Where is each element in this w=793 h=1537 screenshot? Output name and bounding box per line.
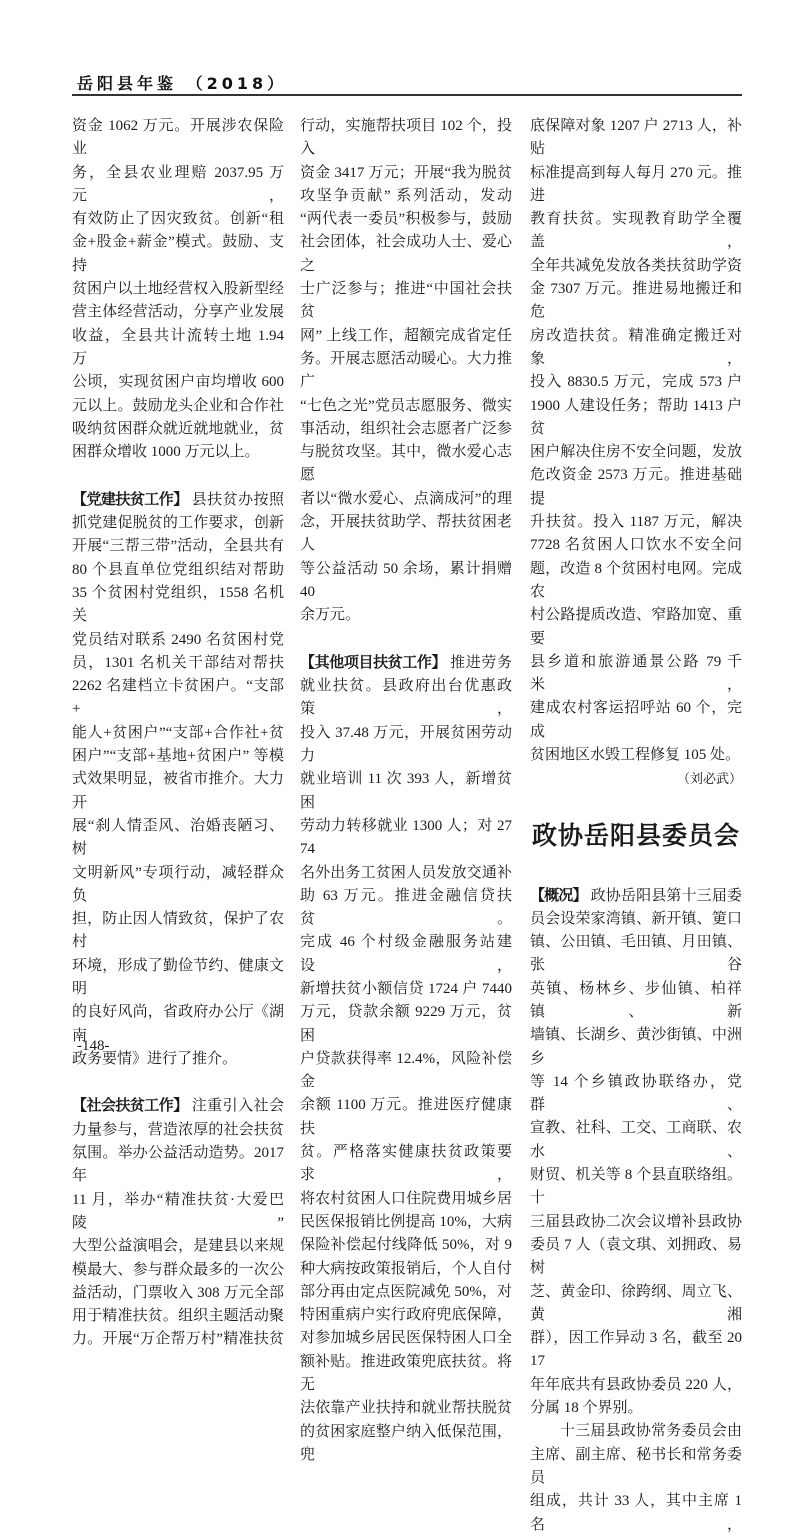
- text-line: [530, 278, 742, 325]
- text-line: [530, 511, 742, 534]
- text-line: [300, 1397, 512, 1420]
- paragraph-heading: 【其他项目扶贫工作】: [300, 652, 447, 671]
- line-text: 困户解决住房不安全问题，发放: [530, 444, 742, 461]
- text-line: [72, 1259, 284, 1282]
- line-text: 力量参与，营造浓厚的社会扶贫: [72, 1121, 284, 1138]
- text-line: [530, 255, 742, 278]
- line-text: 者以“微水爱心、点滴成河”的理: [300, 490, 512, 507]
- column-3: [530, 115, 742, 1537]
- column-1: [72, 115, 284, 1352]
- text-line: [72, 1282, 284, 1305]
- line-text: 金+股金+薪金”模式。鼓励、支持: [72, 234, 284, 274]
- line-text: 村公路提质改造、窄路加宽、重要: [530, 607, 742, 647]
- text-line: [530, 978, 742, 1025]
- text-line: [72, 1189, 284, 1236]
- text-line: [300, 1281, 512, 1304]
- line-text: 户贷款获得率 12.4%，风险补偿金: [300, 1050, 512, 1091]
- line-text: 力。开展“万企帮万村”精准扶贫: [72, 1331, 284, 1348]
- paragraph-heading: 【党建扶贫工作】: [72, 489, 188, 508]
- line-text: 保险补偿起付线降低 50%，对 9: [300, 1237, 512, 1254]
- text-line: [72, 1119, 284, 1142]
- text-line: [72, 582, 284, 629]
- line-text: 新增扶贫小额信贷 1724 户 7440: [300, 980, 512, 997]
- text-line: [300, 115, 512, 162]
- line-text: 党员结对联系 2490 名贫困村党: [72, 631, 284, 648]
- text-line: [72, 955, 284, 1002]
- line-text: 十三届县政协常务委员会由: [560, 1423, 742, 1440]
- text-line: [300, 488, 512, 511]
- text-line: [530, 1327, 742, 1374]
- text-line: [72, 231, 284, 278]
- text-line: [72, 371, 284, 394]
- line-text: 危改资金 2573 万元。推进基础提: [530, 467, 742, 507]
- line-text: 对参加城乡居民医保特困人口全: [300, 1330, 512, 1347]
- text-line: [72, 418, 284, 441]
- paragraph-gap: [300, 628, 512, 651]
- text-line: [72, 512, 284, 535]
- text-line: [300, 1141, 512, 1188]
- paragraph-heading: 【概况】: [530, 885, 587, 904]
- line-text: 名外出务工贫困人员发放交通补: [300, 864, 512, 881]
- line-text: 县乡道和旅游通景公路 79 千米，: [530, 653, 742, 694]
- text-line: [530, 534, 742, 557]
- line-text: 助 63 万元。推进金融信贷扶贫。: [300, 887, 512, 928]
- line-text: 资金 1062 万元。开展涉农保险业: [72, 118, 284, 158]
- running-head-title: 岳阳县年鉴 （2018）: [77, 74, 288, 93]
- line-text: 镇、公田镇、毛田镇、月田镇、张谷: [530, 934, 742, 974]
- line-text: 余万元。: [300, 607, 361, 624]
- text-line: [72, 722, 284, 745]
- line-text: 1900 人建设任务；帮助 1413 户贫: [530, 397, 742, 437]
- line-text: 墙镇、长湖乡、黄沙街镇、中洲乡: [530, 1027, 742, 1067]
- text-line: [530, 1024, 742, 1071]
- line-text: 全年共减免发放各类扶贫助学资: [530, 257, 742, 274]
- text-line: [300, 931, 512, 978]
- line-text: 贫困户以土地经营权入股新型经: [72, 281, 284, 298]
- page-number: -148-: [77, 1038, 110, 1054]
- line-text: 额补贴。推进政策兜底扶贫。将无: [300, 1353, 512, 1394]
- line-text: “七色之光”党员志愿服务、微实: [300, 397, 512, 414]
- paragraph-gap: [72, 1071, 284, 1094]
- line-text: 万元，贷款余额 9229 万元，贫困: [300, 1004, 512, 1044]
- line-text: 建成农村客运招呼站 60 个，完成: [530, 700, 742, 740]
- line-text: 房改造扶贫。精准确定搬迁对象，: [530, 327, 742, 367]
- text-line: [530, 1490, 742, 1537]
- text-line: [300, 185, 512, 208]
- line-text: 注重引入社会: [191, 1098, 284, 1115]
- text-line: [300, 862, 512, 885]
- text-line: [300, 722, 512, 769]
- line-text: 公顷，实现贫困户亩均增收 600: [72, 374, 284, 391]
- line-text: 题，改造 8 个贫困村电网。完成农: [530, 560, 742, 600]
- text-line: [300, 604, 512, 627]
- text-line: [72, 908, 284, 955]
- text-line: [72, 1305, 284, 1328]
- text-line: [530, 1234, 742, 1281]
- text-line: [300, 1421, 512, 1468]
- text-line: [300, 815, 512, 862]
- text-line: [530, 1420, 742, 1443]
- line-text: 法依靠产业扶持和就业帮扶脱贫: [300, 1400, 512, 1417]
- line-text: 式效果明显，被省市推介。大力开: [72, 771, 284, 811]
- line-text: 攻坚争贡献” 系列活动，发动: [300, 187, 512, 204]
- line-text: 特困重病户实行政府兜底保障，: [300, 1307, 512, 1324]
- line-text: 与脱贫攻坚。其中，微水爱心志愿: [300, 444, 512, 484]
- text-line: [300, 1234, 512, 1257]
- text-line: [72, 1094, 284, 1118]
- line-text: 事活动，组织社会志愿者广泛参: [300, 420, 512, 437]
- line-text: 标准提高到每人每月 270 元。推进: [530, 164, 742, 204]
- text-line: [72, 768, 284, 815]
- line-text: 将农村贫困人口住院费用城乡居: [300, 1190, 512, 1207]
- text-line: [530, 604, 742, 651]
- text-line: [72, 1328, 284, 1351]
- line-text: 底保障对象 1207 户 2713 人，补贴: [530, 118, 742, 158]
- text-line: [530, 208, 742, 255]
- paragraph-gap: [72, 464, 284, 487]
- text-line: [300, 325, 512, 348]
- text-line: [530, 1281, 742, 1328]
- text-line: [300, 511, 512, 558]
- text-line: [530, 884, 742, 908]
- text-line: [300, 395, 512, 418]
- paragraph-heading: 【社会扶贫工作】: [72, 1096, 188, 1115]
- text-line: [530, 464, 742, 511]
- column-2: [300, 115, 512, 1467]
- text-line: [530, 1374, 742, 1397]
- line-text: 英镇、杨林乡、步仙镇、柏祥镇、新: [530, 980, 742, 1020]
- text-line: [300, 1351, 512, 1398]
- line-text: 吸纳贫困群众就近就地就业，贫: [72, 420, 284, 437]
- line-text: 的良好风尚，省政府办公厅《湖南: [72, 1004, 284, 1044]
- line-text: 年年底共有县政协委员 220 人，: [530, 1376, 742, 1393]
- line-text: 元以上。鼓励龙头企业和合作社: [72, 397, 284, 414]
- text-line: [530, 1117, 742, 1164]
- text-line: [300, 1258, 512, 1281]
- text-line: [530, 1071, 742, 1118]
- line-text: 就业扶贫。县政府出台优惠政策，: [300, 678, 512, 718]
- text-line: [530, 371, 742, 394]
- text-line: [300, 278, 512, 325]
- line-text: 民医保报销比例提高 10%，大病: [300, 1213, 512, 1230]
- line-text: 大型公益演唱会，是建县以来规: [72, 1238, 284, 1255]
- text-line: [72, 535, 284, 558]
- line-text: 营主体经营活动，分享产业发展: [72, 304, 284, 321]
- line-text: 投入 37.48 万元，开展贫困劳动力: [300, 724, 512, 765]
- line-text: 困户”“支部+基地+贫困户” 等模: [72, 748, 284, 765]
- line-text: 的贫困家庭整户纳入低保范围，兜: [300, 1423, 512, 1463]
- line-text: 政务要情》进行了推介。: [72, 1050, 238, 1067]
- text-line: [300, 768, 512, 815]
- text-line: [530, 1211, 742, 1234]
- line-text: 群），因工作异动 3 名，截至 2017: [530, 1330, 742, 1370]
- line-text: 三届县政协二次会议增补县政协: [530, 1213, 742, 1230]
- line-text: 用于精准扶贫。组织主题活动聚: [72, 1308, 284, 1325]
- text-line: [72, 559, 284, 582]
- line-text: 升扶贫。投入 1187 万元，解决: [530, 514, 742, 531]
- text-line: [72, 675, 284, 722]
- line-text: 11 月，举办“精准扶贫·大爱巴陵”: [72, 1191, 284, 1231]
- text-line: [72, 1235, 284, 1258]
- line-text: 推进劳务: [450, 654, 512, 671]
- text-line: [72, 745, 284, 768]
- text-line: [300, 162, 512, 185]
- line-text: 士广泛参与；推进“中国社会扶贫: [300, 281, 512, 321]
- text-line: [530, 697, 742, 744]
- header-rule: [72, 94, 742, 96]
- line-text: 氛围。举办公益活动造势。2017 年: [72, 1145, 284, 1185]
- line-text: 80 个县直单位党组织结对帮助: [72, 561, 284, 578]
- text-line: [300, 1048, 512, 1095]
- line-text: 余额 1100 万元。推进医疗健康扶: [300, 1097, 512, 1137]
- text-line: [300, 978, 512, 1001]
- line-text: 宣教、社科、工交、工商联、农水、: [530, 1120, 742, 1160]
- section-title: 政协岳阳县委员会: [531, 822, 740, 850]
- text-line: [530, 908, 742, 931]
- text-line: [300, 1211, 512, 1234]
- line-text: 资金 3417 万元；开展“我为脱贫: [300, 164, 512, 181]
- text-line: [530, 1164, 742, 1211]
- line-text: 环境，形成了勤俭节约、健康文明: [72, 957, 284, 997]
- text-line: [72, 1142, 284, 1189]
- text-line: [530, 744, 742, 767]
- line-text: 分属 18 个界别。: [530, 1400, 643, 1417]
- line-text: 开展“三帮三带”活动，全县共有: [72, 538, 284, 555]
- line-text: 种大病按政策报销后，个人自付: [300, 1260, 512, 1277]
- text-line: [530, 115, 742, 162]
- line-text: 员，1301 名机关干部结对帮扶: [72, 654, 284, 671]
- line-text: 就业培训 11 次 393 人，新增贫困: [300, 771, 512, 811]
- line-text: 社会团体，社会成功人士、爱心之: [300, 234, 512, 274]
- text-line: [300, 208, 512, 231]
- text-line: [72, 652, 284, 675]
- line-text: 等公益活动 50 余场，累计捐赠 40: [300, 560, 512, 600]
- text-line: [300, 1094, 512, 1141]
- text-line: [72, 325, 284, 372]
- line-text: 务。开展志愿活动暖心。大力推广: [300, 350, 512, 391]
- text-line: [300, 558, 512, 605]
- text-line: [300, 885, 512, 932]
- line-text: 展“刹人情歪风、治婚丧陋习、树: [72, 817, 284, 858]
- text-line: [530, 325, 742, 372]
- line-text: 7728 名贫困人口饮水不安全问: [530, 537, 742, 554]
- text-line: [72, 488, 284, 512]
- line-text: 劳动力转移就业 1300 人；对 2774: [300, 817, 512, 858]
- line-text: 念，开展扶贫助学、帮扶贫困老人: [300, 514, 512, 554]
- line-text: 有效防止了因灾致贫。创新“租: [72, 211, 284, 228]
- text-line: [300, 651, 512, 675]
- text-line: [300, 1327, 512, 1350]
- line-text: 抓党建促脱贫的工作要求，创新: [72, 515, 284, 532]
- line-text: 35 个贫困村党组织，1558 名机关: [72, 584, 284, 625]
- text-line: [300, 231, 512, 278]
- line-text: “两代表一委员”积极参与，鼓励: [300, 211, 512, 228]
- line-text: 完成 46 个村级金融服务站建设，: [300, 934, 512, 974]
- text-line: [300, 1304, 512, 1327]
- line-text: 投入 8830.5 万元，完成 573 户: [530, 374, 742, 391]
- text-line: [530, 441, 742, 464]
- text-line: [530, 162, 742, 209]
- line-text: 文明新风”专项行动，减轻群众负: [72, 864, 284, 904]
- text-line: [300, 418, 512, 441]
- text-line: [72, 115, 284, 162]
- text-line: [530, 931, 742, 978]
- text-line: [530, 558, 742, 605]
- text-line: [72, 441, 284, 464]
- line-text: 贫。严格落实健康扶贫政策要求，: [300, 1144, 512, 1184]
- line-text: 益活动，门票收入 308 万元全部: [72, 1284, 284, 1301]
- text-line: [530, 1444, 742, 1491]
- line-text: 芝、黄金印、徐跨纲、周立飞、黄湘: [530, 1283, 742, 1323]
- line-text: 行动，实施帮扶项目 102 个，投入: [300, 118, 512, 158]
- text-line: [300, 348, 512, 395]
- text-line: [300, 1001, 512, 1048]
- text-line: [530, 1397, 742, 1420]
- text-line: [72, 162, 284, 209]
- text-line: [72, 815, 284, 862]
- text-line: [300, 441, 512, 488]
- line-text: 金 7307 万元。推进易地搬迁和危: [530, 281, 742, 321]
- line-text: 务，全县农业理赔 2037.95 万元，: [72, 164, 284, 204]
- text-line: [72, 629, 284, 652]
- line-text: 困群众增收 1000 万元以上。: [72, 444, 260, 461]
- line-text: 组成，共计 33 人，其中主席 1 名，: [530, 1493, 742, 1533]
- line-text: 模最大、参与群众最多的一次公: [72, 1261, 284, 1278]
- line-text: 政协岳阳县第十三届委: [590, 887, 742, 904]
- line-text: 主席、副主席、秘书长和常务委员: [530, 1446, 742, 1486]
- line-text: 县扶贫办按照: [191, 491, 284, 508]
- line-text: 员会设荣家湾镇、新开镇、筻口: [530, 910, 742, 927]
- line-text: 收益，全县共计流转土地 1.94 万: [72, 327, 284, 367]
- line-text: 等 14 个乡镇政协联络办，党群、: [530, 1073, 742, 1114]
- line-text: 贫困地区水毁工程修复 105 处。: [530, 747, 741, 764]
- text-line: [530, 651, 742, 698]
- text-line: [72, 862, 284, 909]
- line-text: 网” 上线工作，超额完成省定任: [300, 327, 512, 344]
- text-line: [72, 278, 284, 301]
- text-line: [300, 1188, 512, 1211]
- line-text: 财贸、机关等 8 个县直联络组。十: [530, 1167, 742, 1207]
- text-line: [530, 395, 742, 442]
- line-text: 能人+贫困户”“支部+合作社+贫: [72, 724, 284, 741]
- text-line: [72, 208, 284, 231]
- line-text: 2262 名建档立卡贫困户。“支部+: [72, 678, 284, 718]
- line-text: 担，防止因人情致贫，保护了农村: [72, 911, 284, 951]
- text-line: [300, 675, 512, 722]
- text-line: [72, 301, 284, 324]
- line-text: 教育扶贫。实现教育助学全覆盖，: [530, 211, 742, 251]
- text-line: [72, 395, 284, 418]
- author-credit: （刘必武）: [676, 771, 742, 787]
- line-text: 委员 7 人（袁文琪、刘拥政、易树: [530, 1236, 742, 1277]
- line-text: 部分再由定点医院减免 50%，对: [300, 1283, 512, 1300]
